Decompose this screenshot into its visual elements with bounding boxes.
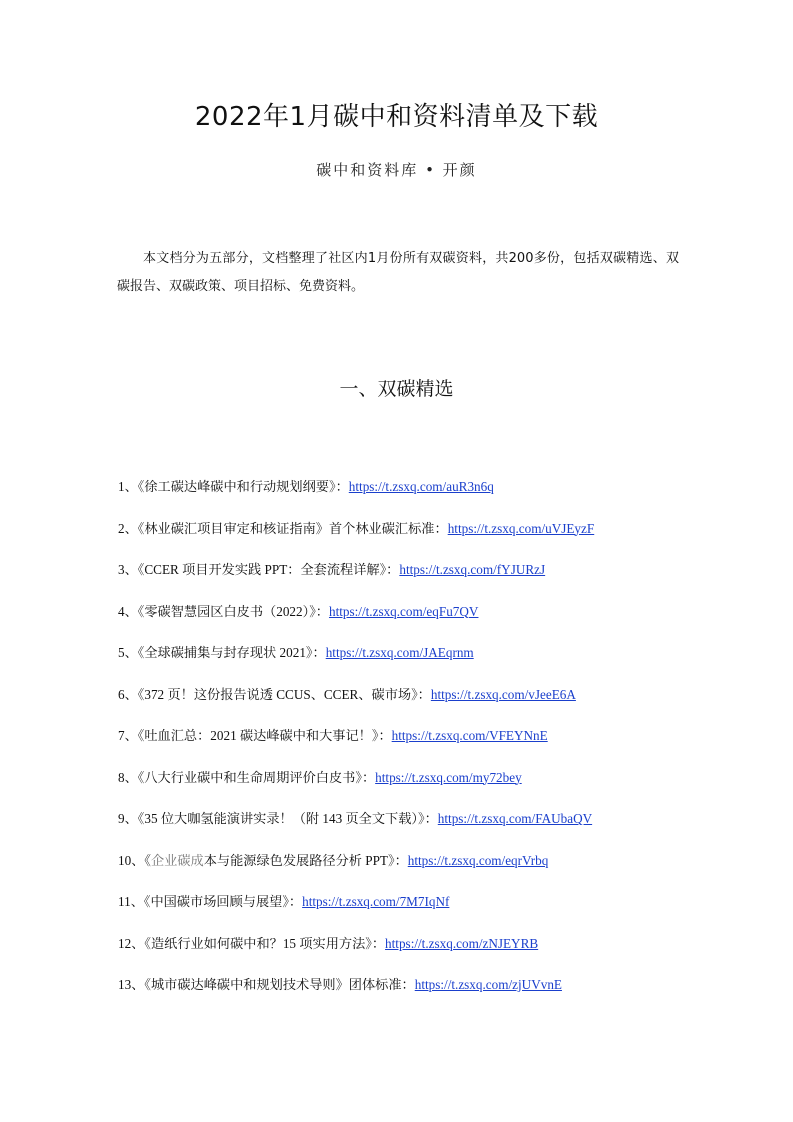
item-link[interactable]: https://t.zsxq.com/auR3n6q xyxy=(348,479,494,494)
item-label: 6、《372 页！这份报告说透 CCUS、CCER、碳市场》： xyxy=(118,686,431,702)
item-label: 1、《徐工碳达峰碳中和行动规划纲要》： xyxy=(118,479,349,494)
item-label: 4、《零碳智慧园区白皮书（2022）》： xyxy=(118,603,329,619)
item-link[interactable]: https://t.zsxq.com/VFEYNnE xyxy=(391,728,548,743)
item-link[interactable]: https://t.zsxq.com/fYJURzJ xyxy=(399,562,546,577)
item-label: 7、《吐血汇总：2021 碳达峰碳中和大事记！》： xyxy=(118,728,392,743)
item-label: 5、《全球碳捕集与封存现状 2021》： xyxy=(118,645,326,660)
item-label: 3、《CCER 项目开发实践 PPT：全套流程详解》： xyxy=(118,562,400,577)
item-label: 11、《中国碳市场回顾与展望》： xyxy=(118,894,303,909)
list-item xyxy=(118,809,718,851)
item-link[interactable]: https://t.zsxq.com/7M7IqNf xyxy=(302,894,450,909)
list-item xyxy=(118,685,718,727)
item-link[interactable]: https://t.zsxq.com/zjUVvnE xyxy=(414,977,562,992)
list-item xyxy=(118,477,718,519)
item-label-rest: 本与能源绿色发展路径分析 PPT》： xyxy=(203,852,408,868)
item-label: 13、《城市碳达峰碳中和规划技术导则》团体标准： xyxy=(118,977,415,992)
item-link[interactable]: https://t.zsxq.com/my72bey xyxy=(375,769,522,785)
list-item xyxy=(118,726,718,768)
list-item xyxy=(118,892,718,934)
intro-paragraph: 本文档分为五部分，文档整理了社区内1月份所有双碳资料，共200多份，包括双碳精选、双碳报告、双碳政策、项目招标、免费资料。 xyxy=(117,251,679,294)
item-link[interactable]: https://t.zsxq.com/uVJEyzF xyxy=(447,520,595,536)
list-item xyxy=(118,975,718,1017)
item-label: 9、《35 位大咖氢能演讲实录！（附 143 页全文下载）》： xyxy=(118,811,438,826)
list-item xyxy=(118,519,718,561)
item-link[interactable]: https://t.zsxq.com/JAEqrnm xyxy=(325,645,474,660)
item-label: 10、《 xyxy=(118,852,151,868)
page-title: 2022年1月碳中和资料清单及下载 xyxy=(194,102,599,132)
list-item xyxy=(118,768,718,810)
resource-list xyxy=(118,477,718,1017)
item-link[interactable]: https://t.zsxq.com/vJeeE6A xyxy=(430,686,576,702)
list-item xyxy=(118,851,718,893)
list-item xyxy=(118,560,718,602)
item-label: 12、《造纸行业如何碳中和？15 项实用方法》： xyxy=(118,935,386,951)
page-subtitle: 碳中和资料库 • 开颜 xyxy=(316,161,477,179)
item-link[interactable]: https://t.zsxq.com/eqFu7QV xyxy=(328,603,479,619)
list-item xyxy=(118,602,718,644)
item-link[interactable]: https://t.zsxq.com/zNJEYRB xyxy=(385,935,539,951)
item-link[interactable]: https://t.zsxq.com/FAUbaQV xyxy=(437,811,593,826)
section-heading: 一、双碳精选 xyxy=(339,378,454,400)
item-label-faded: 企业碳成 xyxy=(150,852,204,868)
item-label: 2、《林业碳汇项目审定和核证指南》首个林业碳汇标准： xyxy=(118,520,448,536)
list-item xyxy=(118,934,718,976)
item-link[interactable]: https://t.zsxq.com/eqrVrbq xyxy=(407,852,549,868)
list-item xyxy=(118,643,718,685)
item-label: 8、《八大行业碳中和生命周期评价白皮书》： xyxy=(118,769,376,785)
